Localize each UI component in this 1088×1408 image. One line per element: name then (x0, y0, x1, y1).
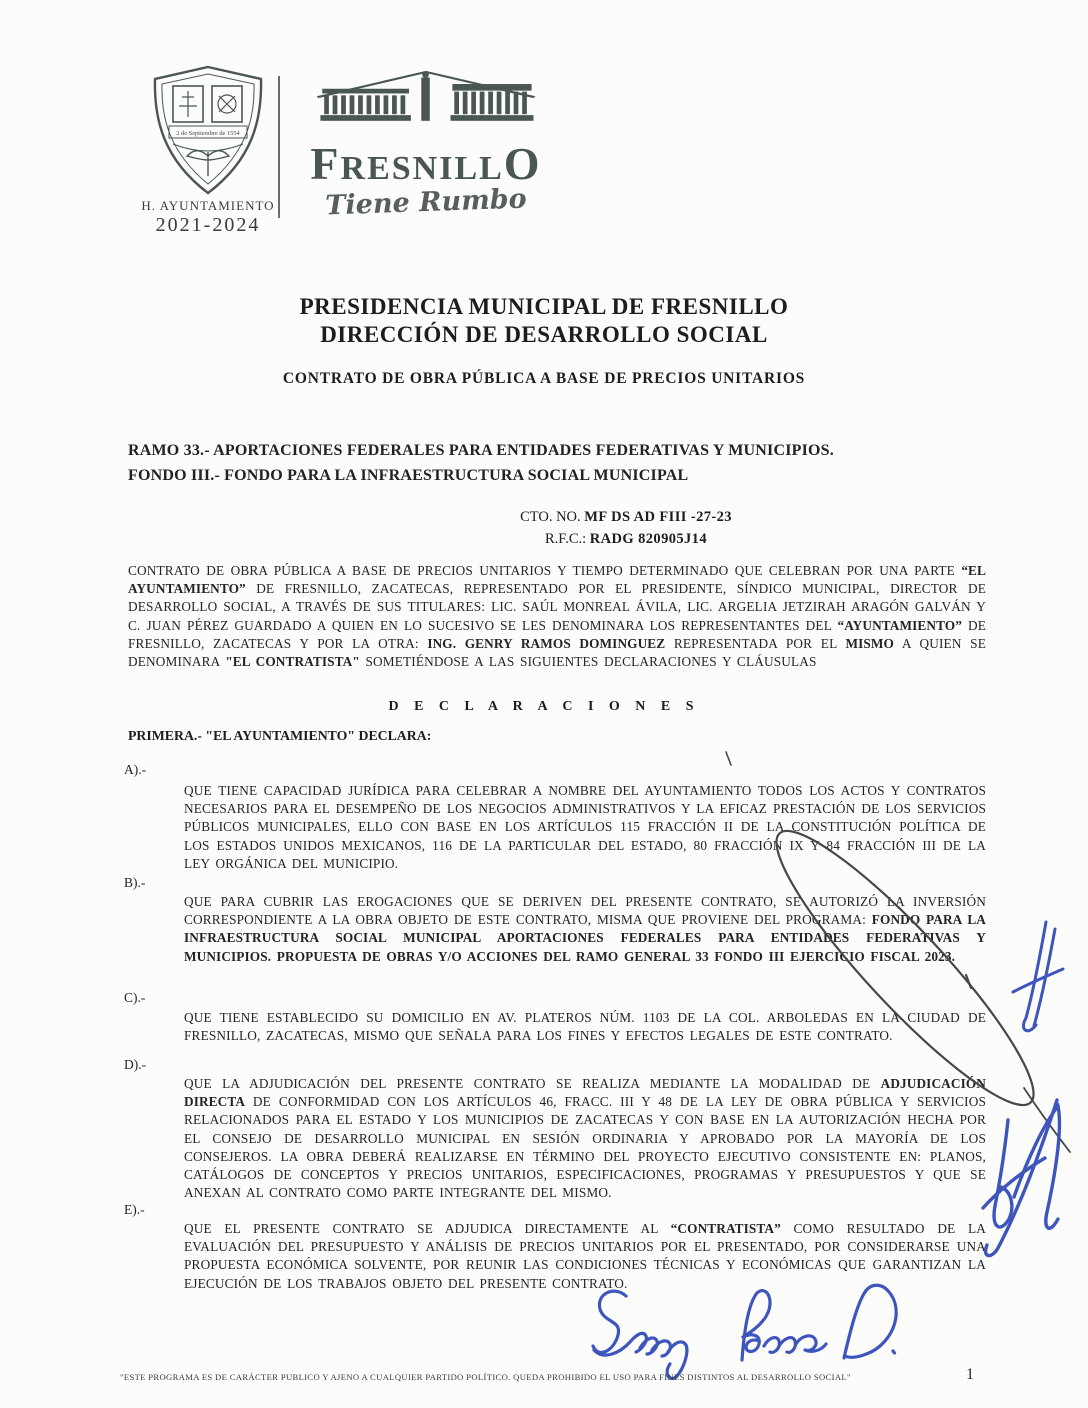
item-paragraph-e: QUE EL PRESENTE CONTRATO SE ADJUDICA DIRECTAMENTE AL “CONTRATISTA” COMO RESULTADO DE LA EVALUACIÓN DEL PRESUPUESTO Y ANÁLISIS DE PRECIOS UNITARIOS POR EL PRESENTADO, POR CONSIDERARSE UNA PROPUESTA ECONÓMICA SOLVENTE, POR REUNIR LAS CONDICIONES TÉCNICAS Y ECONÓMICAS QUE GARANTIZAN LA EJECUCIÓN DE LOS TRABAJOS OBJETO DEL PRESENTE CONTRATO. (184, 1221, 986, 1291)
ramo-line: RAMO 33.- APORTACIONES FEDERALES PARA ENTIDADES FEDERATIVAS Y MUNICIPIOS. (128, 442, 834, 459)
item-label-a: A).- (124, 762, 147, 777)
rfc-value: RADG 820905J14 (589, 531, 707, 547)
title-line-2: DIRECCIÓN DE DESARROLLO SOCIAL (320, 322, 768, 347)
item-label-c: C).- (124, 990, 146, 1005)
page-number: 1 (966, 1366, 974, 1383)
declarations-heading: D E C L A R A C I O N E S (388, 699, 700, 714)
item-paragraph-a: QUE TIENE CAPACIDAD JURÍDICA PARA CELEBRAR A NOMBRE DEL AYUNTAMIENTO TODOS LOS ACTOS Y CONTRATOS NECESARIOS PARA EL DESEMPEÑO DE LOS NEGOCIOS ADMINISTRATIVOS Y LA EFICAZ PRESTACIÓN DE LOS SERVICIOS PÚBLICOS MUNICIPALES, ELLO CON BASE EN LOS ARTÍCULOS 115 FRACCIÓN II DE LA CONSTITUCIÓN POLÍTICA DE LOS ESTADOS UNIDOS MEXICANOS, 116 DE LA PARTICULAR DEL ESTADO, 80 FRACCIÓN IX Y 84 FRACCIÓN III DE LA LEY ORGÁNICA DEL MUNICIPIO. (184, 783, 986, 871)
document-subtitle: CONTRATO DE OBRA PÚBLICA A BASE DE PRECIOS UNITARIOS (282, 370, 806, 387)
document-title (80, 293, 1008, 349)
crest-shield-icon (149, 64, 267, 196)
title-line-1: PRESIDENCIA MUNICIPAL DE FRESNILLO (299, 294, 789, 319)
crest-banner-date: 2 de Septiembre de 1554 (176, 130, 240, 137)
contract-number-value: MF DS AD FIII -27-23 (584, 509, 732, 525)
item-paragraph-b: QUE PARA CUBRIR LAS EROGACIONES QUE SE DERIVEN DEL PRESENTE CONTRATO, SE AUTORIZÓ LA INVERSIÓN CORRESPONDIENTE A LA OBRA OBJETO DE ESTE CONTRATO, MISMA QUE PROVIENE DEL PROGRAMA: FONDO PARA LA INFRAESTRUCTURA SOCIAL MUNICIPAL APORTACIONES FEDERALES PARA ENTIDADES FEDERATIVAS Y MUNICIPIOS. PROPUESTA DE OBRAS Y/O ACCIONES DEL RAMO GENERAL 33 FONDO III EJERCICIO FISCAL 2023. (184, 894, 986, 964)
program-heading (128, 438, 973, 488)
item-paragraph-d: QUE LA ADJUDICACIÓN DEL PRESENTE CONTRATO SE REALIZA MEDIANTE LA MODALIDAD DE ADJUDICACIÓN DIRECTA DE CONFORMIDAD CON LOS ARTÍCULOS 46, FRACC. III Y 48 DE LA LEY DE OBRA PÚBLICA Y SERVICIOS RELACIONADOS PARA EL ESTADO Y LOS MUNICIPIOS DE ZACATECAS Y CON BASE EN LA AUTORIZACIÓN HECHA POR EL CONSEJO DE DESARROLLO MUNICIPAL EN SESIÓN ORDINARIA Y APROBADO POR LA MAYORÍA DE LOS CONSEJEROS. LA OBRA DEBERÁ REALIZARSE EN TÉRMINO DEL PROYECTO EJECUTIVO CONSISTENTE EN: PLANOS, CATÁLOGOS DE CONCEPTOS Y PRECIOS UNITARIOS, ESPECIFICACIONES, PROGRAMAS Y PRESUPUESTOS Y QUE SE ANEXAN AL CONTRATO COMO PARTE INTEGRANTE DEL MISMO. (184, 1076, 986, 1201)
fresnillo-slogan: Tiene Rumbo (324, 183, 528, 222)
contract-number-line: CTO. NO. MF DS AD FIII -27-23 (520, 509, 732, 525)
crest-caption: H. AYUNTAMIENTO (141, 198, 275, 213)
logo-divider (278, 76, 280, 218)
intro-paragraph: CONTRATO DE OBRA PÚBLICA A BASE DE PRECIOS UNITARIOS Y TIEMPO DETERMINADO QUE CELEBRAN POR UNA PARTE “EL AYUNTAMIENTO” DE FRESNILLO, ZACATECAS, REPRESENTADO POR EL PRESIDENTE, SÍNDICO MUNICIPAL, DIRECTOR DE DESARROLLO SOCIAL, A TRAVÉS DE SUS TITULARES: LIC. SAÚL MONREAL ÁVILA, LIC. ARGELIA JETZIRAH ARAGÓN GALVÁN Y C. JUAN PÉREZ GUARDADO A QUIEN EN LO SUCESIVO SE LES DENOMINARA LOS REPRESENTANTES DEL “AYUNTAMIENTO” DE FRESNILLO, ZACATECAS Y POR LA OTRA: ING. GENRY RAMOS DOMINGUEZ REPRESENTADA POR EL MISMO A QUIEN SE DENOMINARA "EL CONTRATISTA" SOMETIÉNDOSE A LAS SIGUIENTES DECLARACIONES Y CLÁUSULAS (128, 563, 987, 670)
crest-years: 2021-2024 (155, 214, 261, 236)
contract-number-block (162, 506, 1088, 550)
rfc-line: R.F.C.: RADG 820905J14 (545, 531, 707, 547)
fondo-line: FONDO III.- FONDO PARA LA INFRAESTRUCTURA SOCIAL MUNICIPAL (128, 467, 689, 484)
signature-ink (593, 1285, 896, 1378)
fresnillo-logo (296, 68, 556, 222)
fresnillo-wordmark: FRESNILLO (310, 138, 542, 189)
municipal-crest (138, 64, 278, 237)
primera-heading: PRIMERA.- "EL AYUNTAMIENTO" DECLARA: (128, 728, 432, 743)
footer-disclaimer: "ESTE PROGRAMA ES DE CARÁCTER PUBLICO Y AJENO A CUALQUIER PARTIDO POLÍTICO. QUEDA PROHIBIDO EL USO PARA FINES DISTINTOS AL DESARROLLO SOCIAL" (120, 1372, 851, 1382)
monument-icon (311, 68, 541, 134)
item-paragraph-c: QUE TIENE ESTABLECIDO SU DOMICILIO EN AV. PLATEROS NÚM. 1103 DE LA COL. ARBOLEDAS EN LA CIUDAD DE FRESNILLO, ZACATECAS, MISMO QUE SEÑALA PARA LOS FINES Y EFECTOS LEGALES DE ESTE CONTRATO. (184, 1010, 986, 1044)
item-label-d: D).- (124, 1057, 147, 1072)
item-label-e: E).- (124, 1202, 145, 1217)
blue-flourish-initials (983, 1100, 1059, 1256)
item-label-b: B).- (124, 875, 146, 890)
blue-flourish-small (1013, 922, 1063, 1031)
